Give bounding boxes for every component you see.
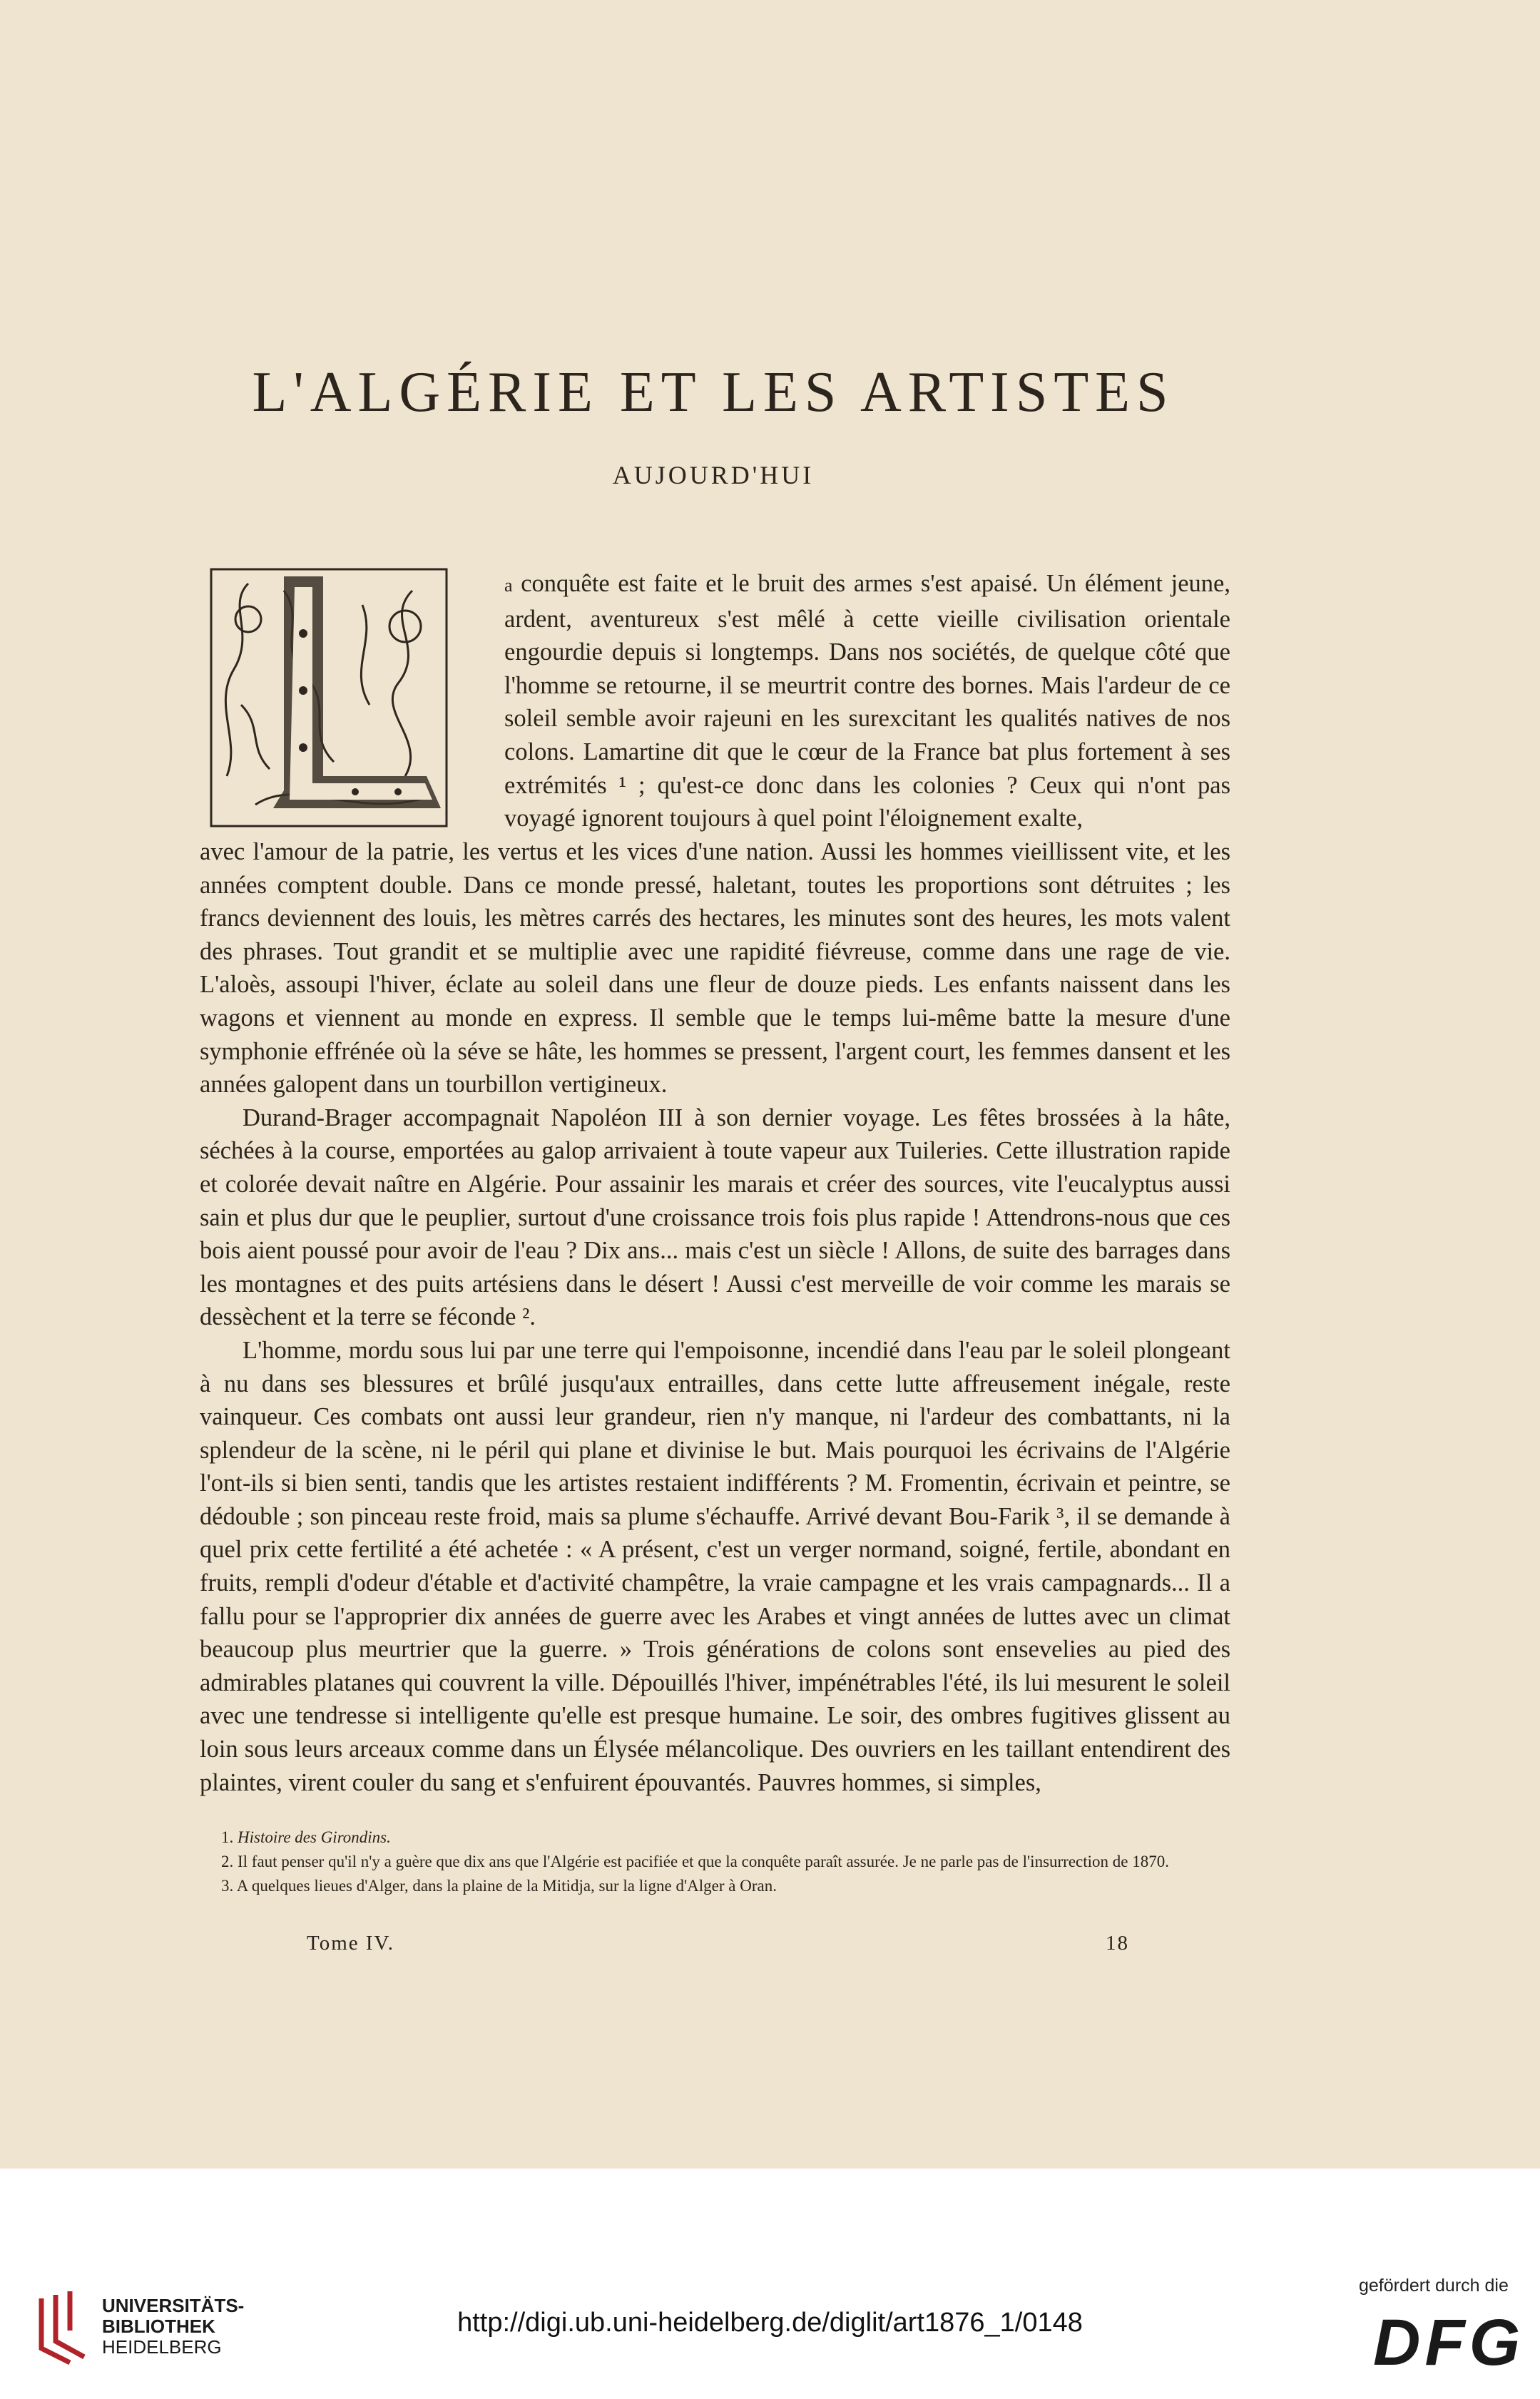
volume-label: Tome IV. (307, 1932, 394, 1955)
permalink-url[interactable]: http://digi.ub.uni-heidelberg.de/diglit/art1876_1/0148 (457, 2308, 1083, 2338)
opening-text: conquête est faite et le bruit des armes s'est apaisé. Un élément jeune, ardent, aventureux s'est mêlé à cette vieille civilisation orientale engourdie depuis si longtemps. Dans nos sociétés, de quelque côté que l'homme se retourne, il se meurtrit contre des bornes. Mais l'ardeur de ce soleil semble avoir rajeuni en les surexcitant les qualités natives de nos colons. Lamartine dit que le cœur de la France bat plus fortement à ses extrémités ¹ ; qu'est-ce donc dans les colonies ? Ceux qui n'ont pas voyagé ignorent toujours à quel point l'éloignement exalte, (504, 570, 1230, 832)
library-name-line-1: UNIVERSITÄTS- (102, 2295, 245, 2316)
article-body (200, 835, 1230, 1799)
footnote-2-number: 2. (221, 1853, 234, 1870)
footnote-1-number: 1. (221, 1828, 234, 1846)
opening-small-cap: a (504, 575, 513, 596)
footnote-1-text: Histoire des Girondins. (238, 1828, 391, 1846)
paragraph-1-continuation: avec l'amour de la patrie, les vertus et les vices d'une nation. Aussi les hommes vieillissent vite, et les années comptent double. Dans ce monde pressé, haletant, toutes les proportions sont détruites ; les francs deviennent des louis, les mètres carrés des hectares, les minutes sont des heures, les mots valent des phrases. Tout grandit et se multiplie avec une rapidité fiévreuse, comme dans une rage de vie. L'aloès, assoupi l'hiver, éclate au soleil dans une fleur de douze pieds. Les enfants naissent dans les wagons et viennent au monde en express. Il semble que le temps lui-même batte la mesure d'une symphonie effrénée où la séve se hâte, les hommes se pressent, l'argent court, les femmes dansent et les années galopent dans un tourbillon vertigineux. (200, 838, 1230, 1099)
article-title: L'ALGÉRIE ET LES ARTISTES (252, 361, 1175, 424)
footnote-3-number: 3. (221, 1877, 234, 1895)
footnote-2-text: Il faut penser qu'il n'y a guère que dix ans que l'Algérie est pacifiée et que la conquête paraît assurée. Je ne parle pas de l'insurrection de 1870. (238, 1853, 1169, 1870)
page-number: 18 (1106, 1932, 1129, 1955)
footnote-1 (200, 1826, 1230, 1849)
footnotes (200, 1826, 1230, 1899)
opening-paragraph (504, 567, 1230, 835)
footnote-3-text: A quelques lieues d'Alger, dans la plaine de la Mitidja, sur la ligne d'Alger à Oran. (236, 1877, 777, 1895)
digitization-footer-bar (0, 2169, 1540, 2399)
ornamental-initial-l (198, 562, 462, 833)
footnote-2 (200, 1850, 1230, 1873)
library-name-line-2: BIBLIOTHEK (102, 2316, 215, 2337)
paragraph-3: L'homme, mordu sous lui par une terre qui l'empoisonne, incendié dans l'eau par le soleil plongeant à nu dans ses blessures et brûlé jusqu'aux entrailles, dans cette lutte affreusement inégale, reste vainqueur. Ces combats ont aussi leur grandeur, rien n'y manque, ni l'ardeur des combattants, ni la splendeur de la scène, ni le péril qui plane et divinise le but. Mais pourquoi les écrivains de l'Algérie l'ont-ils si bien senti, tandis que les artistes restaient indifférents ? M. Fromentin, écrivain et peintre, se dédouble ; son pinceau reste froid, mais sa plume s'échauffe. Arrivé devant Bou-Farik ³, il se demande à quel prix cette fertilité a été achetée : « A présent, c'est un verger normand, soigné, fertile, abondant en fruits, rempli d'odeur d'étable et d'activité champêtre, la vraie campagne et les vrais campagnards... Il a fallu pour se l'approprier dix années de guerre avec les Arabes et vingt années de luttes avec un climat beaucoup plus meurtrier que la guerre. » Trois générations de colons sont ensevelies au pied des admirables platanes qui couvrent la ville. Dépouillés l'hiver, impénétrables l'été, ils lui mesurent le soleil avec une tendresse si intelligente qu'elle est presque humaine. Le soir, des ombres fugitives glissent au loin sous leurs arceaux comme dans un Élysée mélancolique. Des ouvriers en les taillant entendirent des plaintes, virent couler du sang et s'enfuirent épouvantés. Pauvres hommes, si simples, (200, 1336, 1230, 1796)
footnote-3 (200, 1875, 1230, 1898)
dfg-logo[interactable]: DFG (1373, 2306, 1525, 2379)
article-subtitle: AUJOURD'HUI (612, 461, 815, 489)
decorated-letter-l-image (198, 562, 462, 833)
library-name-line-3: HEIDELBERG (102, 2336, 222, 2358)
funder-caption: gefördert durch die (1359, 2276, 1509, 2296)
paragraph-2: Durand-Brager accompagnait Napoléon III à son dernier voyage. Les fêtes brossées à la hâte, séchées à la course, emportées au galop arrivaient à toute vapeur aux Tuileries. Cette illustration rapide et colorée devait naître en Algérie. Pour assainir les marais et créer des sources, vite l'eucalyptus aussi sain et plus dur que le peuplier, surtout d'une croissance trois fois plus rapide ! Attendrons-nous que ces bois aient poussé pour avoir de l'eau ? Dix ans... mais c'est un siècle ! Allons, de suite des barrages dans les montagnes et des puits artésiens dans le désert ! Aussi c'est merveille de voir comme les marais se dessèchent et la terre se féconde ². (200, 1104, 1230, 1331)
